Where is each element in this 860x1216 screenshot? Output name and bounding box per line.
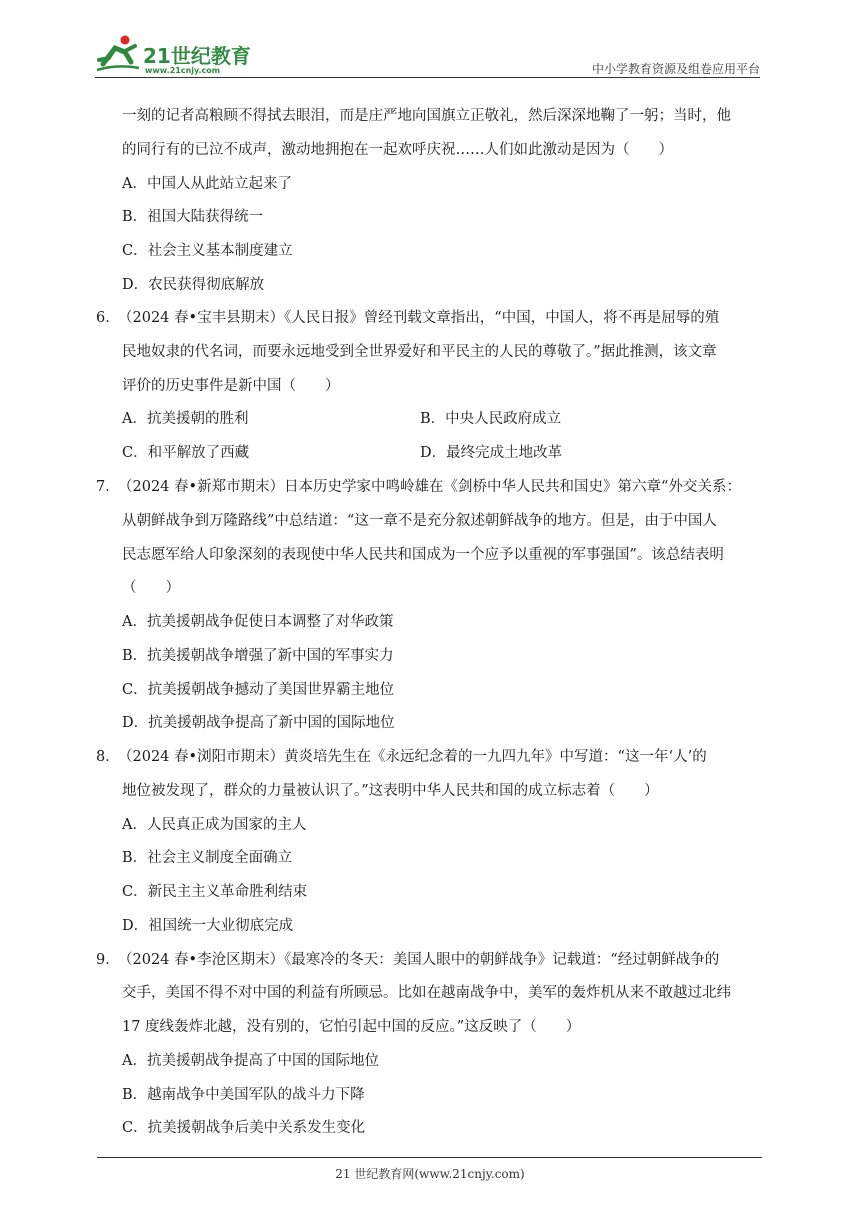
option-b: B．越南战争中美国军队的战斗力下降 xyxy=(122,1087,365,1103)
question-text-line: （2024 春•李沧区期末）《最寒冷的冬天：美国人眼中的朝鲜战争》记载道：“经过朝鲜战争的 xyxy=(118,952,720,968)
question-text-line: 的同行有的已泣不成声，激动地拥抱在一起欢呼庆祝……人们如此激动是因为（ ） xyxy=(122,142,673,158)
question-text-line: （ ） xyxy=(122,580,180,596)
site-logo xyxy=(95,34,260,76)
question-number: 6． xyxy=(96,310,120,326)
footer-divider xyxy=(97,1157,762,1158)
option-a: A．中国人从此站立起来了 xyxy=(122,176,292,192)
option-c: C．社会主义基本制度建立 xyxy=(122,243,293,259)
question-text-line: 交手，美国不得不对中国的利益有所顾忌。比如在越南战争中，美军的轰炸机从来不敢越过北纬 xyxy=(122,985,731,1001)
logo-text: 21世纪教育 xyxy=(143,44,251,68)
logo-url: www.21cnjy.com xyxy=(145,66,221,75)
question-text-line: 17 度线轰炸北越，没有别的，它怕引起中国的反应。”这反映了（ ） xyxy=(122,1019,581,1035)
option-c: C．抗美援朝战争后美中关系发生变化 xyxy=(122,1120,366,1136)
question-text-line: 从朝鲜战争到万隆路线”中总结道：“这一章不是充分叙述朝鲜战争的地方。但是，由于中国人 xyxy=(122,513,717,529)
option-a: A．抗美援朝战争促使日本调整了对华政策 xyxy=(122,614,394,630)
question-text-line: （2024 春•宝丰县期末）《人民日报》曾经刊载文章指出，“中国，中国人，将不再是屈辱的殖 xyxy=(118,310,720,326)
question-number: 8． xyxy=(96,749,120,765)
option-d: D．抗美援朝战争提高了新中国的国际地位 xyxy=(122,715,395,731)
question-text-line: 民志愿军给人印象深刻的表现使中华人民共和国成为一个应予以重视的军事强国”。该总结表明 xyxy=(122,547,724,563)
page-header xyxy=(95,30,760,78)
header-divider xyxy=(95,77,760,78)
question-number: 7． xyxy=(96,479,120,495)
option-a: A．抗美援朝的胜利 xyxy=(122,411,249,427)
question-text-line: （2024 春•浏阳市期末）黄炎培先生在《永远纪念着的一九四九年》中写道：“这一年‘人’的 xyxy=(118,749,707,765)
option-c: C．抗美援朝战争撼动了美国世界霸主地位 xyxy=(122,682,395,698)
option-b: B．抗美援朝战争增强了新中国的军事实力 xyxy=(122,648,394,664)
page-footer: 21 世纪教育网(www.21cnjy.com) xyxy=(335,1167,525,1181)
question-text-line: （2024 春•新郑市期末）日本历史学家中鸣岭雄在《剑桥中华人民共和国史》第六章“外交关系： xyxy=(118,479,741,495)
option-d: D．最终完成土地改革 xyxy=(420,445,563,461)
option-d: D．农民获得彻底解放 xyxy=(122,277,265,293)
platform-name: 中小学教育资源及组卷应用平台 xyxy=(591,62,760,76)
question-text-line: 评价的历史事件是新中国（ ） xyxy=(122,378,340,394)
option-c: C．新民主主义革命胜利结束 xyxy=(122,884,308,900)
option-a: A．抗美援朝战争提高了中国的国际地位 xyxy=(122,1053,379,1069)
question-text-line: 民地奴隶的代名词，而要永远地受到全世界爱好和平民主的人民的尊敬了。”据此推测，该文章 xyxy=(122,344,717,360)
question-text-line: 一刻的记者高粮顾不得拭去眼泪，而是庄严地向国旗立正敬礼，然后深深地鞠了一躬；当时，他 xyxy=(122,108,731,124)
question-text-line: 地位被发现了，群众的力量被认识了。”这表明中华人民共和国的成立标志着（ ） xyxy=(122,783,659,799)
option-b: B．社会主义制度全面确立 xyxy=(122,850,293,866)
question-number: 9． xyxy=(96,952,120,968)
option-d: D．祖国统一大业彻底完成 xyxy=(122,918,294,934)
option-a: A．人民真正成为国家的主人 xyxy=(122,817,307,833)
option-c: C．和平解放了西藏 xyxy=(122,445,250,461)
runner-logo-icon xyxy=(95,34,141,74)
option-b: B．中央人民政府成立 xyxy=(420,411,562,427)
option-b: B．祖国大陆获得统一 xyxy=(122,209,264,225)
